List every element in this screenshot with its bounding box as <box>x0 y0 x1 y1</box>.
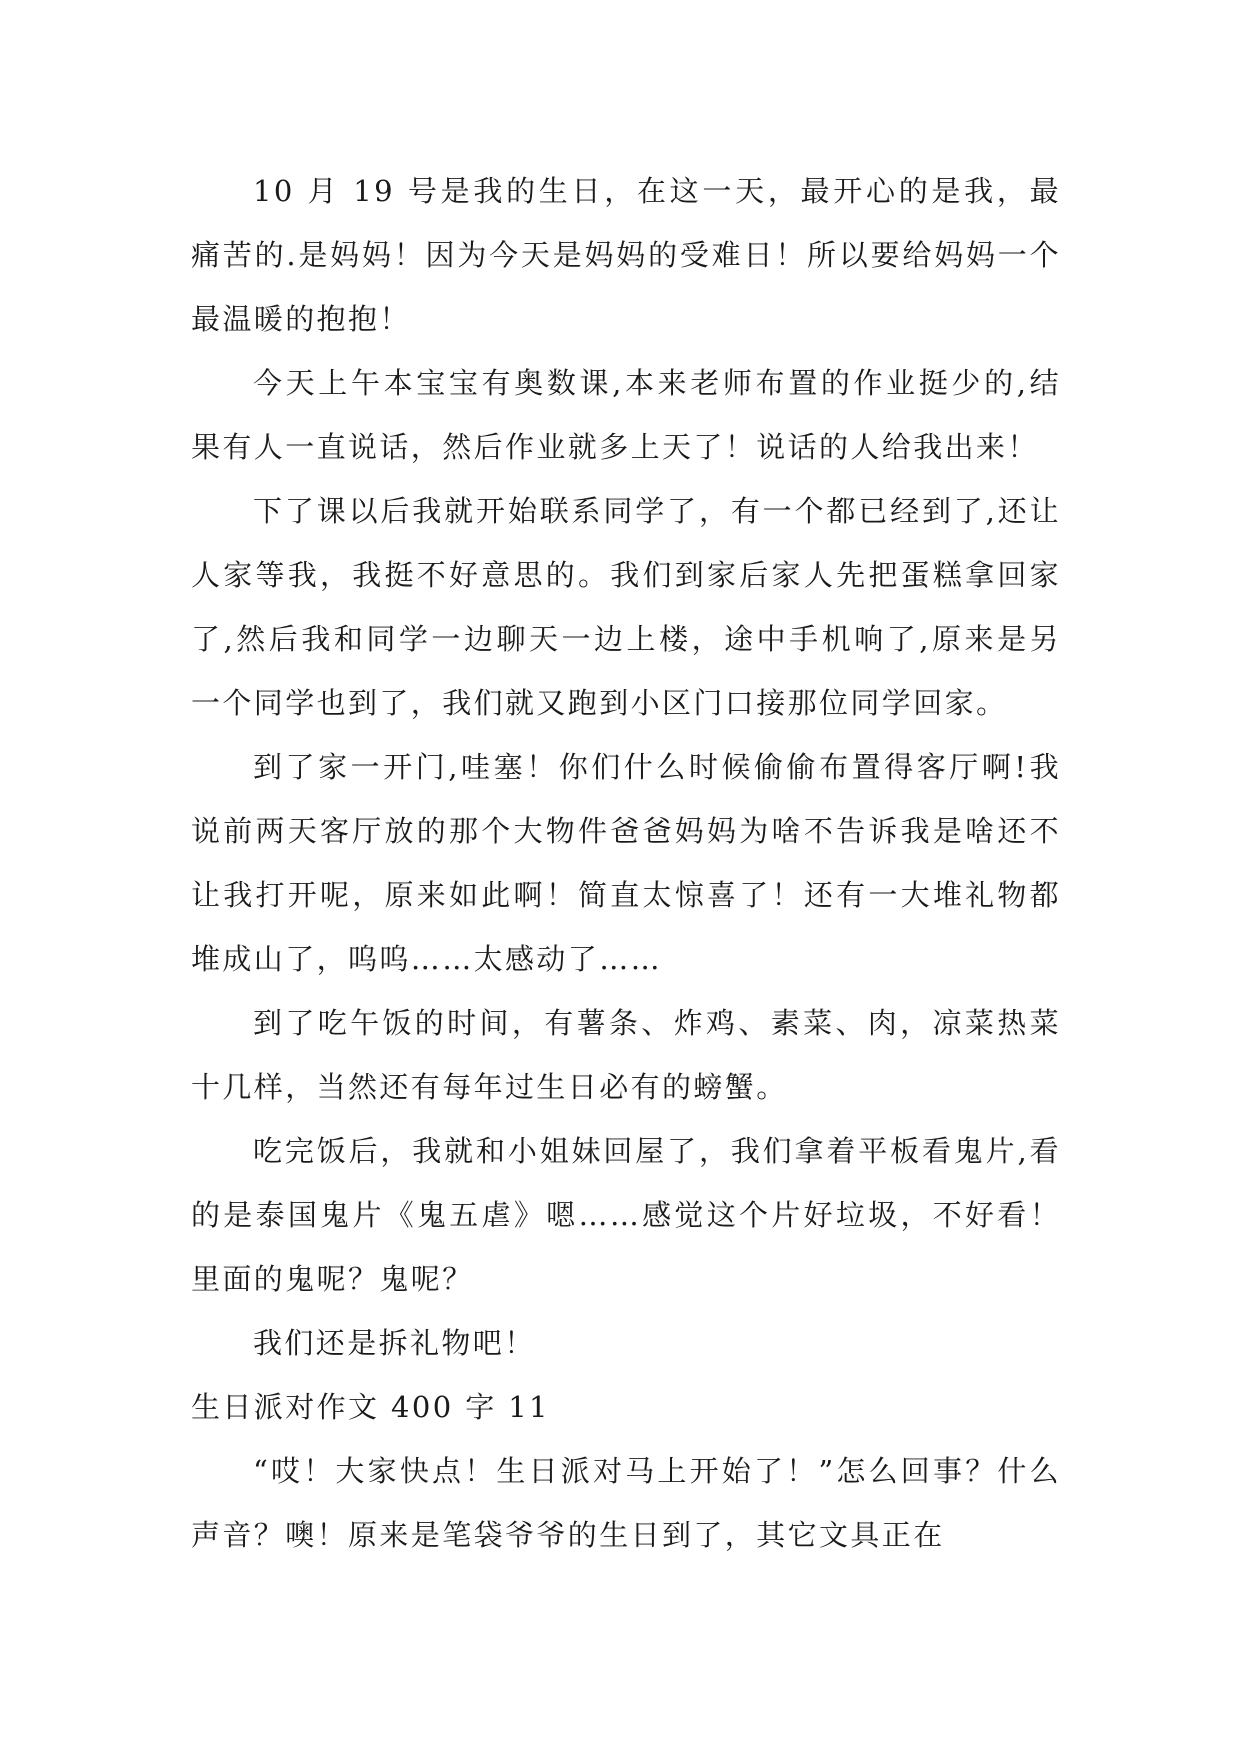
paragraph-6: 吃完饭后，我就和小姐妹回屋了，我们拿着平板看鬼片,看的是泰国鬼片《鬼五虐》嗯……感觉这个片好垃圾，不好看！里面的鬼呢？鬼呢？ <box>191 1134 1061 1296</box>
paragraph-5: 到了吃午饭的时间，有薯条、炸鸡、素菜、肉，凉菜热菜十几样，当然还有每年过生日必有的螃蟹。 <box>191 1006 1061 1104</box>
paragraph-8: “哎！大家快点！生日派对马上开始了！”怎么回事？什么声音？噢！原来是笔袋爷爷的生日到了，其它文具正在 <box>191 1454 1061 1552</box>
document-body <box>191 159 1061 1567</box>
section-heading: 生日派对作文 400 字 11 <box>191 1390 550 1424</box>
paragraph-4: 到了家一开门,哇塞！你们什么时候偷偷布置得客厅啊!我说前两天客厅放的那个大物件爸爸妈妈为啥不告诉我是啥还不让我打开呢，原来如此啊！简直太惊喜了！还有一大堆礼物都堆成山了，呜呜……太感动了…… <box>191 750 1061 976</box>
paragraph-7: 我们还是拆礼物吧！ <box>253 1326 536 1360</box>
paragraph-1: 10 月 19 号是我的生日，在这一天，最开心的是我，最痛苦的.是妈妈！因为今天是妈妈的受难日！所以要给妈妈一个最温暖的抱抱！ <box>191 174 1061 336</box>
paragraph-3: 下了课以后我就开始联系同学了，有一个都已经到了,还让人家等我，我挺不好意思的。我们到家后家人先把蛋糕拿回家了,然后我和同学一边聊天一边上楼，途中手机响了,原来是另一个同学也到了，我们就又跑到小区门口接那位同学回家。 <box>191 494 1061 720</box>
paragraph-2: 今天上午本宝宝有奥数课,本来老师布置的作业挺少的,结果有人一直说话，然后作业就多上天了！说话的人给我出来！ <box>191 366 1061 464</box>
